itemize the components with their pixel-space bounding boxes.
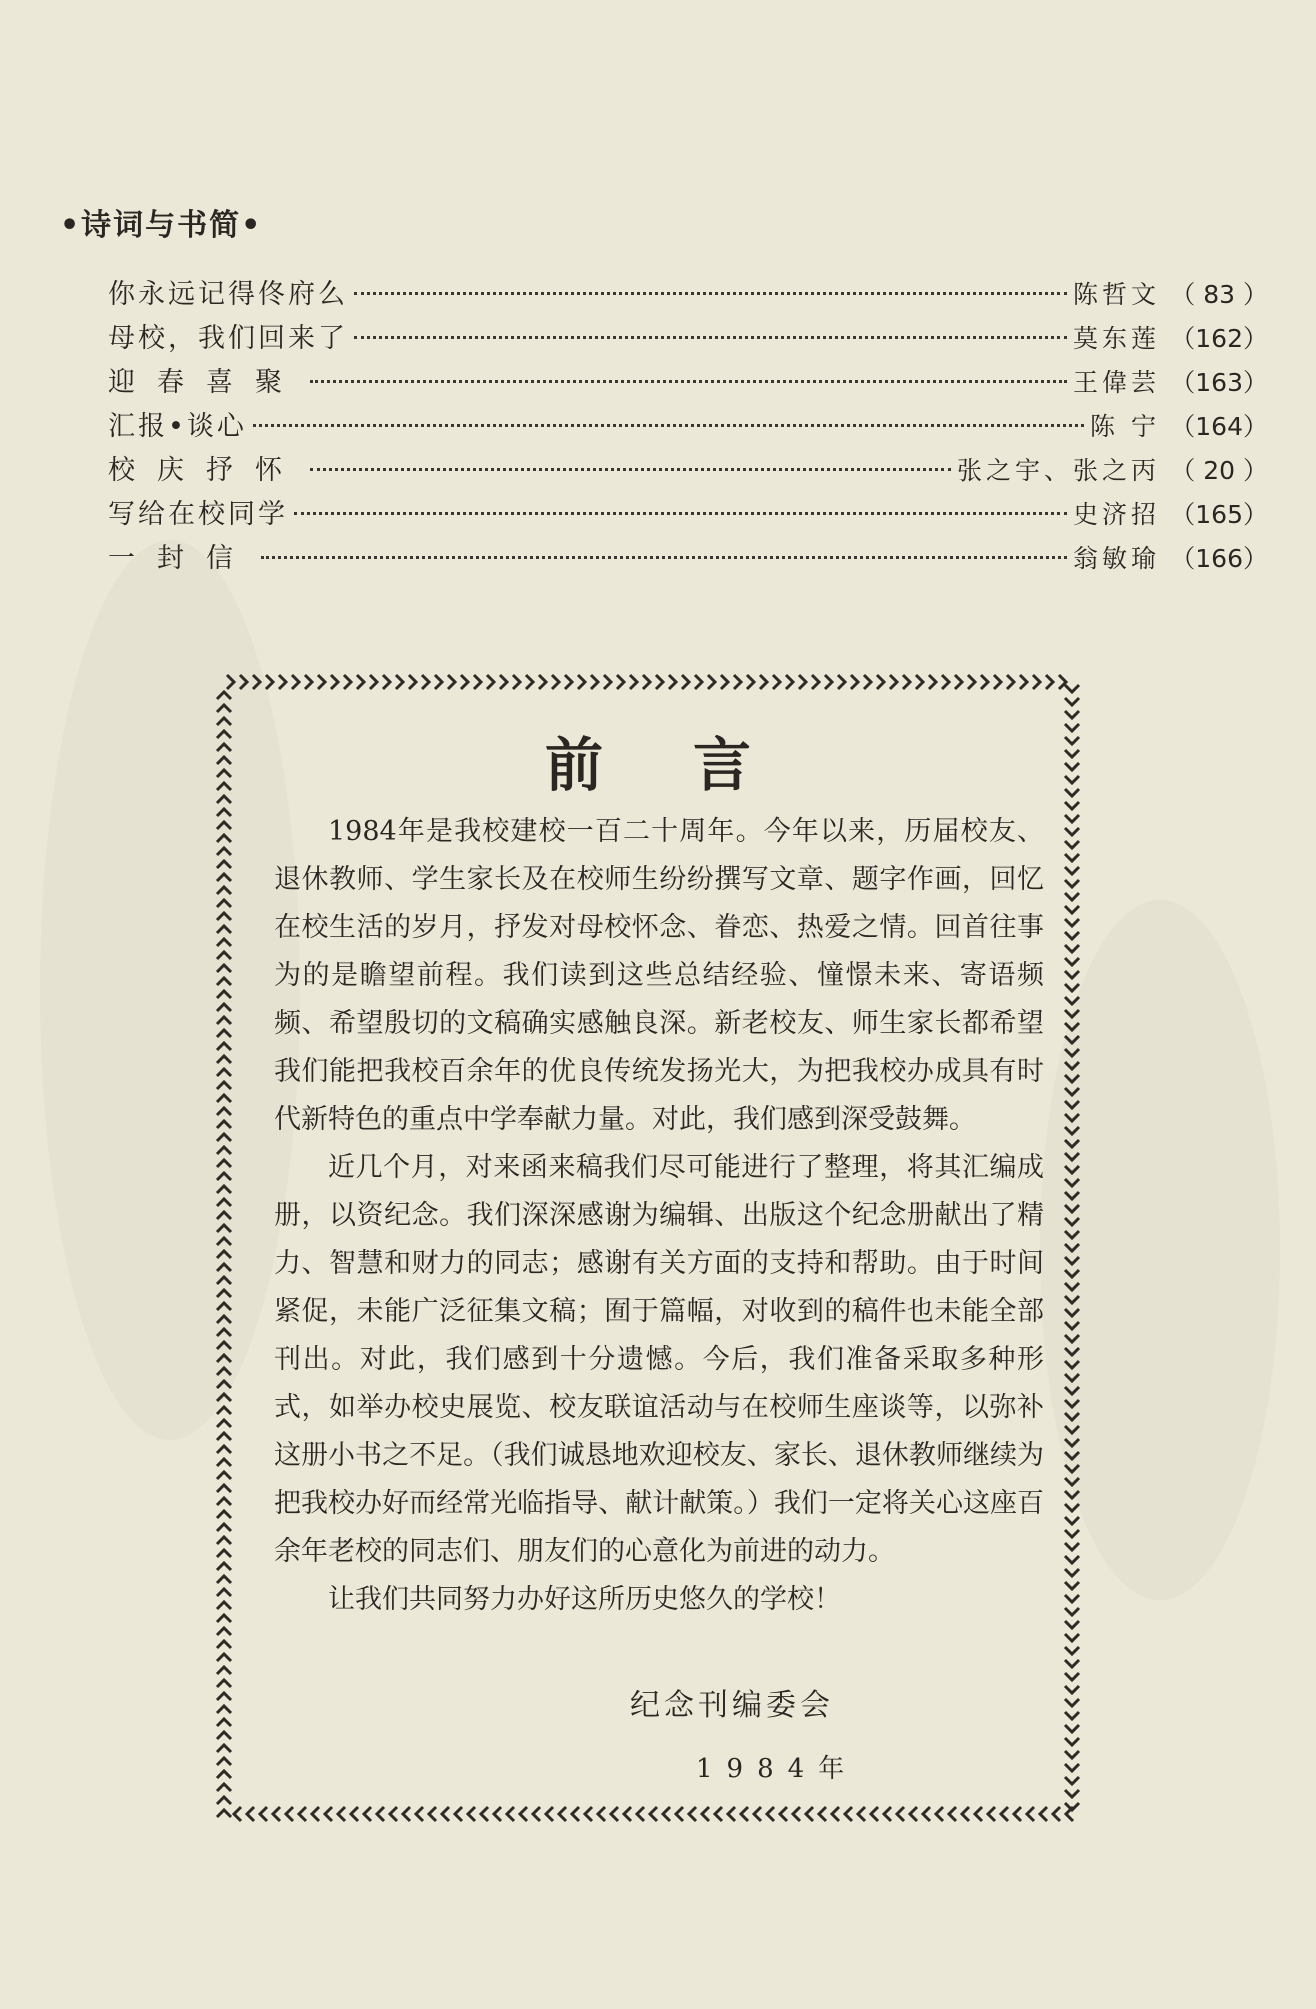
toc-entry-page: （ 20 ）: [1170, 456, 1268, 485]
toc-leader-dots: [354, 336, 1067, 339]
toc-entry-title: 迎春喜聚: [108, 367, 304, 398]
preface-body: [274, 808, 1044, 1624]
toc-entry-title: 校庆抒怀: [108, 455, 304, 486]
section-heading: •诗词与书简•: [60, 208, 263, 243]
toc-entry-author: 张之宇、张之丙: [956, 456, 1160, 485]
toc-entry-author: 翁敏瑜: [1072, 544, 1160, 573]
table-of-contents: [108, 272, 1268, 580]
toc-entry: [108, 492, 1268, 536]
preface-paragraph: 让我们共同努力办好这所历史悠久的学校！: [328, 1584, 841, 1615]
toc-entry: [108, 448, 1268, 492]
toc-entry-page: （163）: [1170, 368, 1268, 397]
toc-entry-page: （ 83 ）: [1170, 280, 1268, 309]
toc-entry-page: （164）: [1170, 412, 1268, 441]
preface-paragraph: 近几个月，对来函来稿我们尽可能进行了整理，将其汇编成册，以资纪念。我们深深感谢为编辑、出版这个纪念册献出了精力、智慧和财力的同志；感谢有关方面的支持和帮助。由于时间紧促，未能广泛征集文稿；囿于篇幅，对收到的稿件也未能全部刊出。对此，我们感到十分遗憾。今后，我们准备采取多种形式，如举办校史展览、校友联谊活动与在校师生座谈等，以弥补这册小书之不足。（我们诚恳地欢迎校友、家长、退休教师继续为把我校办好而经常光临指导、献计献策。）我们一定将关心这座百余年老校的同志们、朋友们的心意化为前进的动力。: [274, 1152, 1044, 1567]
toc-leader-dots: [354, 292, 1067, 295]
preface-frame: [210, 668, 1086, 1828]
toc-entry-author: 王偉芸: [1072, 368, 1160, 397]
preface-paragraph: 1984年是我校建校一百二十周年。今年以来，历届校友、退休教师、学生家长及在校师生纷纷撰写文章、题字作画，回忆在校生活的岁月，抒发对母校怀念、眷恋、热爱之情。回首往事为的是瞻望前程。我们读到这些总结经验、憧憬未来、寄语频频、希望殷切的文稿确实感触良深。新老校友、师生家长都希望我们能把我校百余年的优良传统发扬光大，为把我校办成具有时代新特色的重点中学奉献力量。对此，我们感到深受鼓舞。: [274, 816, 1044, 1135]
toc-entry: [108, 404, 1268, 448]
toc-entry-title: 母校，我们回来了: [108, 323, 348, 354]
toc-entry-page: （162）: [1170, 324, 1268, 353]
toc-entry-author: 陈哲文: [1072, 280, 1160, 309]
toc-leader-dots: [253, 424, 1084, 427]
toc-entry: [108, 272, 1268, 316]
toc-leader-dots: [310, 380, 1067, 383]
preface-date: 1984年: [696, 1754, 859, 1784]
toc-entry-author: 莫东莲: [1072, 324, 1160, 353]
toc-entry-title: 汇报•谈心: [108, 411, 247, 442]
toc-leader-dots: [310, 468, 951, 471]
toc-entry-page: （166）: [1170, 544, 1268, 573]
toc-entry-title: 你永远记得佟府么: [108, 279, 348, 310]
toc-entry: [108, 316, 1268, 360]
toc-entry-title: 写给在校同学: [108, 499, 288, 530]
toc-entry: [108, 360, 1268, 404]
toc-entry-author: 史济招: [1072, 500, 1160, 529]
preface-signature: 纪念刊编委会: [630, 1688, 834, 1723]
toc-entry: [108, 536, 1268, 580]
toc-entry-page: （165）: [1170, 500, 1268, 529]
toc-leader-dots: [261, 556, 1067, 559]
toc-entry-author: 陈 宁: [1090, 412, 1160, 441]
toc-entry-title: 一封信: [108, 543, 255, 574]
preface-title: 前言: [544, 731, 841, 799]
toc-leader-dots: [294, 512, 1067, 515]
